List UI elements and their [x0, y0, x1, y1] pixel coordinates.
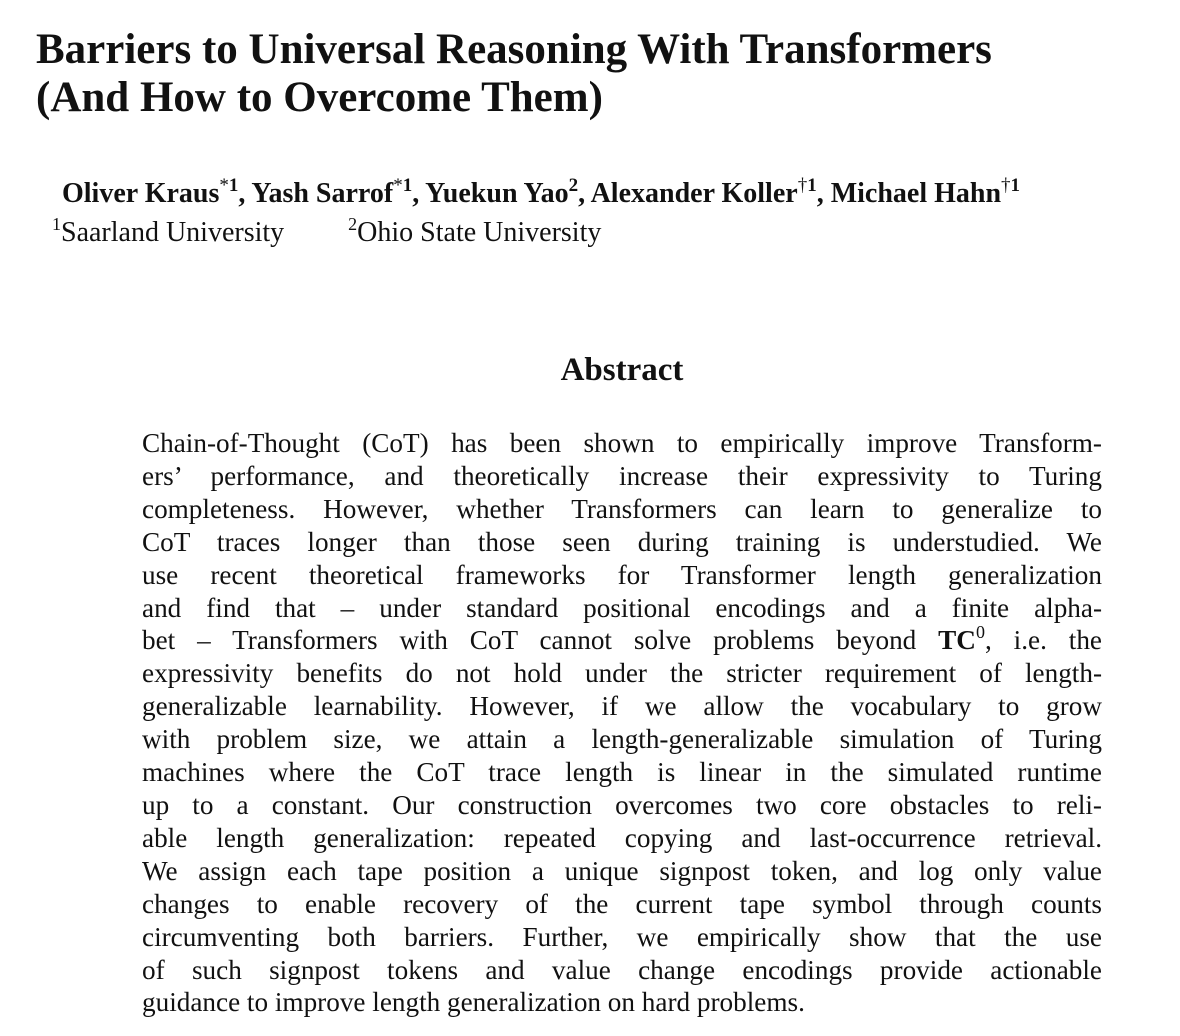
abstract-line: changes to enable recovery of the current tape symbol through counts — [142, 888, 1102, 919]
affiliation: $^2$Ohio State University — [348, 214, 602, 248]
affiliation-list — [52, 215, 601, 251]
author: Alexander Koller$^{\dagger 1}$, — [590, 175, 831, 209]
title-line-1: Barriers to Universal Reasoning With Transformers — [36, 26, 992, 73]
abstract-line: expressivity benefits do not hold under the stricter requirement of length- — [142, 658, 1102, 689]
abstract-line: with problem size, we attain a length-generalizable simulation of Turing — [142, 724, 1102, 755]
abstract-line: and find that – under standard positional encodings and a finite alpha- — [142, 592, 1102, 623]
abstract-line-tail: , i.e. the — [984, 625, 1102, 656]
author: Michael Hahn$^{\dagger 1}$ — [830, 175, 1021, 209]
complexity-class-tc0: $TC^0$ — [938, 622, 985, 656]
abstract-line: CoT traces longer than those seen during training is understudied. We — [142, 526, 1102, 557]
abstract-line: machines where the CoT trace length is linear in the simulated runtime — [142, 757, 1102, 788]
abstract-line: of such signpost tokens and value change encodings provide actionable — [142, 954, 1102, 985]
abstract-line — [142, 624, 1102, 657]
abstract-line: ers’ performance, and theoretically increase their expressivity to Turing — [142, 460, 1102, 491]
abstract-line: circumventing both barriers. Further, we empirically show that the use — [142, 921, 1102, 952]
abstract-line: completeness. However, whether Transformers can learn to generalize to — [142, 493, 1102, 524]
author: Oliver Kraus$^{*1}$, — [62, 175, 252, 209]
abstract-line: guidance to improve length generalization on hard problems. — [142, 987, 805, 1018]
abstract-line: We assign each tape position a unique signpost token, and log only value — [142, 855, 1102, 886]
abstract-line: able length generalization: repeated copying and last-occurrence retrieval. — [142, 822, 1102, 853]
author: Yuekun Yao$^2$, — [425, 175, 591, 209]
abstract-line: generalizable learnability. However, if we allow the vocabulary to grow — [142, 691, 1102, 722]
abstract-line-text: bet – Transformers with CoT cannot solve problems beyond — [142, 625, 939, 656]
affiliation: $^1$Saarland University — [52, 214, 285, 248]
abstract-line: use recent theoretical frameworks for Transformer length generalization — [142, 559, 1102, 590]
author: Yash Sarrof$^{*1}$, — [251, 175, 426, 209]
title-line-2: (And How to Overcome Them) — [36, 74, 603, 121]
abstract-line: up to a constant. Our construction overcomes two core obstacles to reli- — [142, 789, 1102, 820]
abstract-text — [142, 427, 1102, 1019]
paper-title — [36, 26, 1146, 122]
author-list — [62, 176, 1172, 212]
abstract-line: Chain-of-Thought (CoT) has been shown to empirically improve Transform- — [142, 428, 1102, 458]
abstract-heading: Abstract — [560, 352, 684, 388]
